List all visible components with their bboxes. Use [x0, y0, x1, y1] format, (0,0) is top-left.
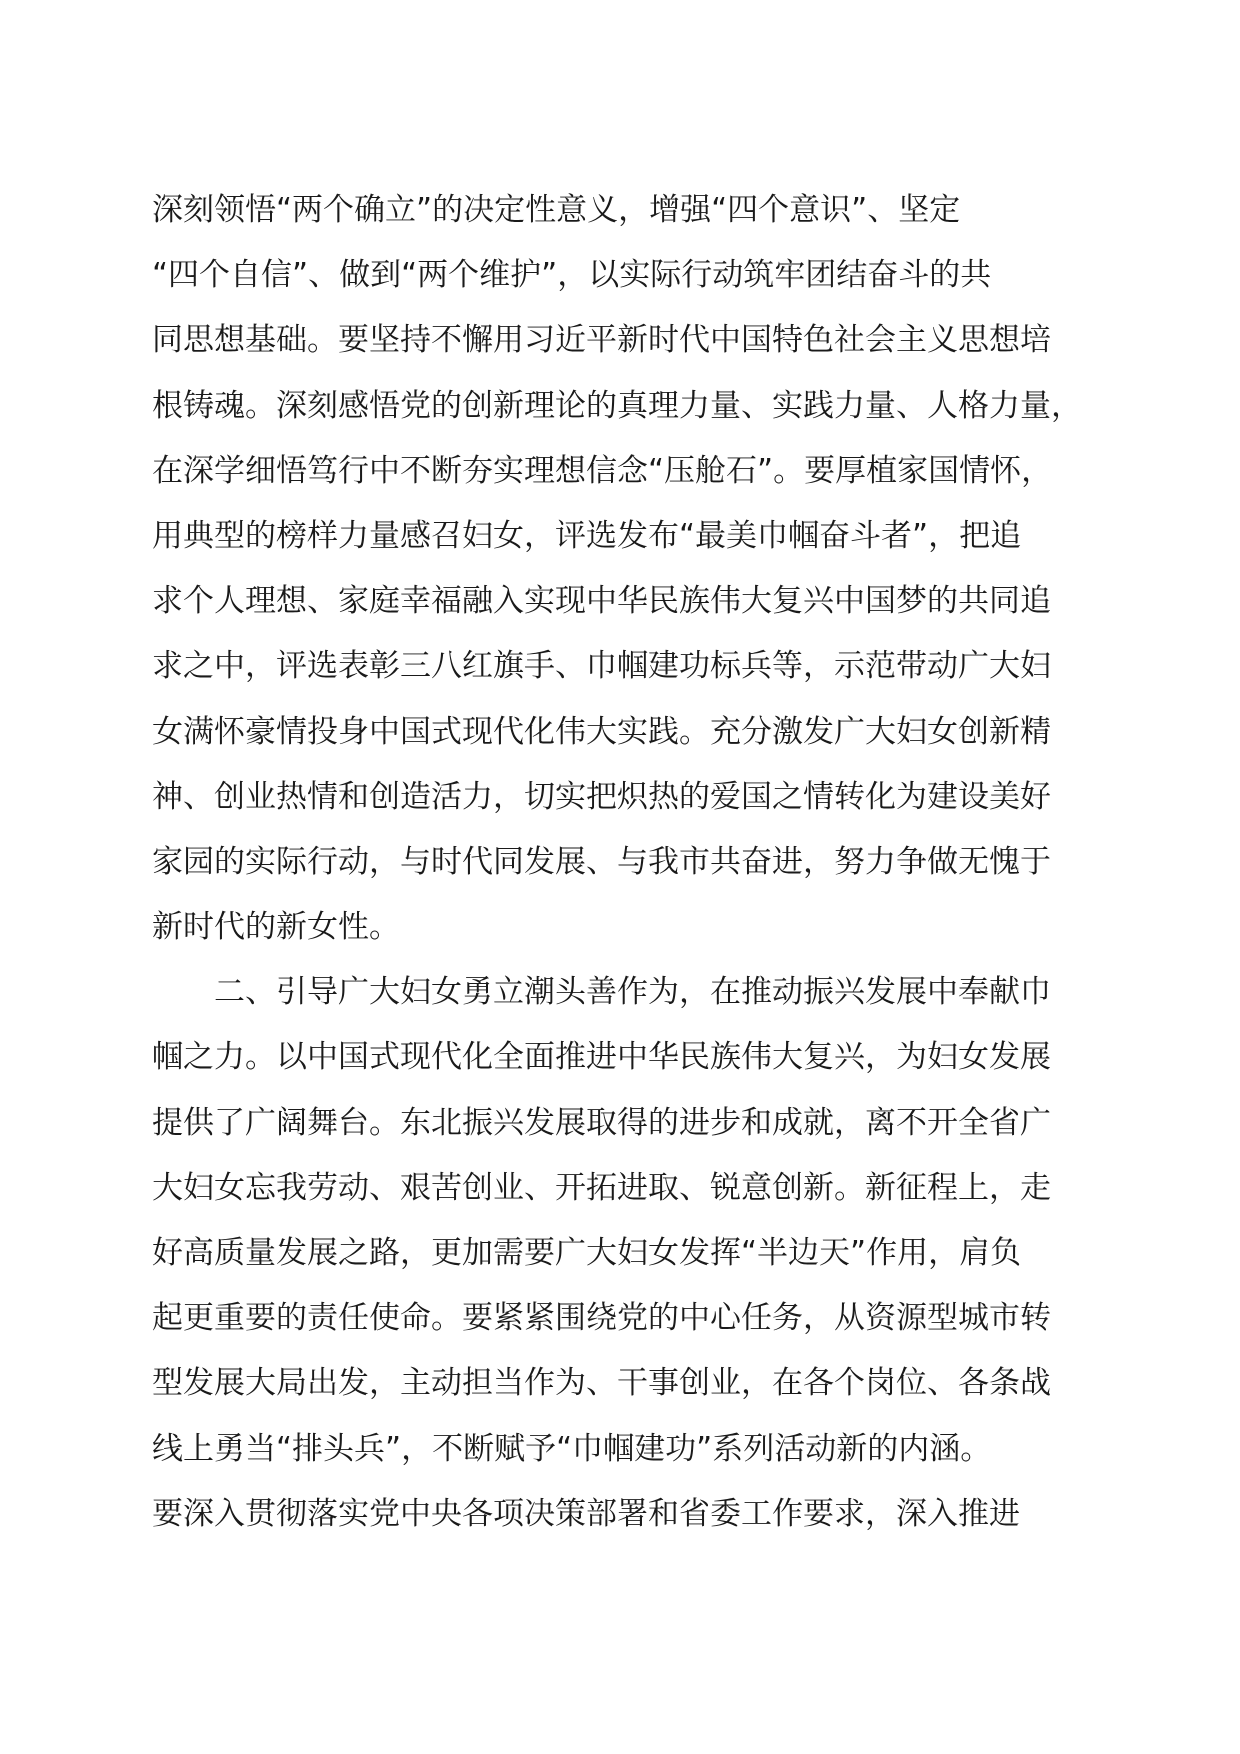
- text-line-19: 型发展大局出发，主动担当作为、干事创业，在各个岗位、各条战: [152, 1365, 1051, 1402]
- text-line-4: 根铸魂。深刻感悟党的创新理论的真理力量、实践力量、人格力量，: [152, 387, 1082, 424]
- text-line-16: 大妇女忘我劳动、艰苦创业、开拓进取、锐意创新。新征程上，走: [152, 1169, 1051, 1206]
- text-line-20: 线上勇当“排头兵”，不断赋予“巾帼建功”系列活动新的内涵。: [152, 1430, 992, 1467]
- text-line-15: 提供了广阔舞台。东北振兴发展取得的进步和成就，离不开全省广: [152, 1104, 1051, 1141]
- text-line-2: “四个自信”、做到“两个维护”，以实际行动筑牢团结奋斗的共: [152, 257, 992, 294]
- text-line-17: 好高质量发展之路，更加需要广大妇女发挥“半边天”作用，肩负: [152, 1235, 1022, 1271]
- text-line-21: 要深入贯彻落实党中央各项决策部署和省委工作要求，深入推进: [152, 1495, 1020, 1532]
- body-text: [152, 178, 1087, 1547]
- text-line-10: 神、创业热情和创造活力，切实把炽热的爱国之情转化为建设美好: [152, 778, 1051, 815]
- text-line-7: 求个人理想、家庭幸福融入实现中华民族伟大复兴中国梦的共同追: [152, 583, 1051, 620]
- text-line-13: 二、引导广大妇女勇立潮头善作为，在推动振兴发展中奉献巾: [152, 974, 1051, 1011]
- text-line-6: 用典型的榜样力量感召妇女，评选发布“最美巾帼奋斗者”，把追: [152, 517, 1022, 554]
- text-line-18: 起更重要的责任使命。要紧紧围绕党的中心任务，从资源型城市转: [152, 1300, 1051, 1337]
- text-line-5: 在深学细悟笃行中不断夯实理想信念“压舱石”。要厚植家国情怀，: [152, 452, 1053, 489]
- text-line-8: 求之中，评选表彰三八红旗手、巾帼建功标兵等，示范带动广大妇: [152, 648, 1051, 685]
- text-line-12: 新时代的新女性。: [152, 909, 400, 946]
- text-line-1: 深刻领悟“两个确立”的决定性意义，增强“四个意识”、坚定: [152, 192, 961, 228]
- text-line-14: 帼之力。以中国式现代化全面推进中华民族伟大复兴，为妇女发展: [152, 1039, 1051, 1076]
- text-line-11: 家园的实际行动，与时代同发展、与我市共奋进，努力争做无愧于: [152, 843, 1051, 880]
- text-line-9: 女满怀豪情投身中国式现代化伟大实践。充分激发广大妇女创新精: [152, 713, 1051, 750]
- text-line-3: 同思想基础。要坚持不懈用习近平新时代中国特色社会主义思想培: [152, 322, 1051, 359]
